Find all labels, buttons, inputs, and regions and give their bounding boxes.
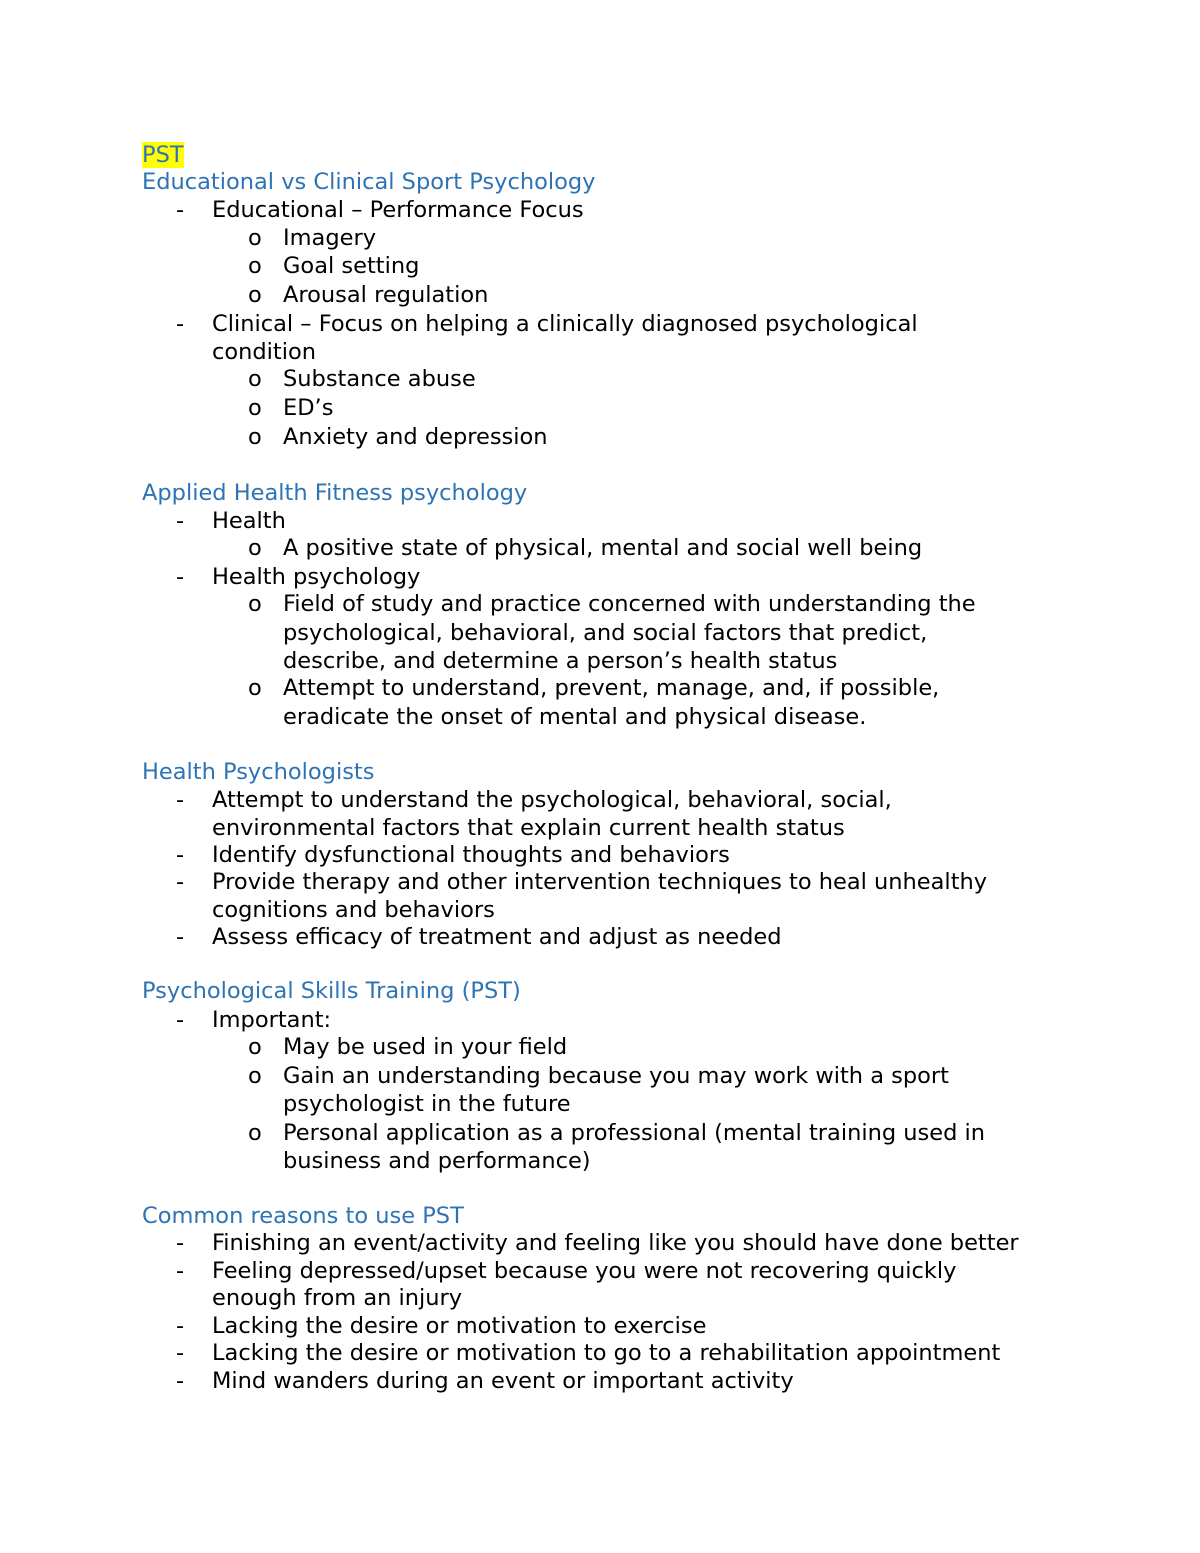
dash-bullet: - [176, 842, 185, 868]
section-heading: Health Psychologists [142, 759, 375, 785]
sub-item-text: business and performance) [283, 1148, 591, 1174]
sub-item-text: Field of study and practice concerned with understanding the [283, 591, 976, 617]
list-item-text: Health psychology [212, 564, 421, 590]
dash-bullet: - [176, 1368, 185, 1394]
circle-bullet: o [248, 675, 262, 701]
sub-item-text: Attempt to understand, prevent, manage, and, if possible, [283, 675, 940, 701]
circle-bullet: o [248, 1120, 262, 1146]
circle-bullet: o [248, 1063, 262, 1089]
list-item-text: enough from an injury [212, 1285, 463, 1311]
list-item-text: Assess efficacy of treatment and adjust as needed [212, 924, 782, 950]
dash-bullet: - [176, 1340, 185, 1366]
sub-item-text: Goal setting [283, 253, 420, 279]
dash-bullet: - [176, 1313, 185, 1339]
document-title [142, 141, 184, 169]
section-heading: Educational vs Clinical Sport Psychology [142, 169, 596, 195]
section-heading: Common reasons to use PST [142, 1203, 464, 1229]
list-item-text: cognitions and behaviors [212, 897, 495, 923]
sub-item-text: psychologist in the future [283, 1091, 571, 1117]
sub-item-text: eradicate the onset of mental and physical disease. [283, 704, 867, 730]
list-item-text: Health [212, 508, 286, 534]
list-item-text: Educational – Performance Focus [212, 197, 584, 223]
section-heading: Psychological Skills Training (PST) [142, 978, 521, 1004]
sub-item-text: Anxiety and depression [283, 424, 548, 450]
list-item-text: Mind wanders during an event or important activity [212, 1368, 794, 1394]
circle-bullet: o [248, 366, 262, 392]
dash-bullet: - [176, 1230, 185, 1256]
sub-item-text: psychological, behavioral, and social factors that predict, [283, 620, 928, 646]
document-title-text: PST [142, 142, 184, 168]
sub-item-text: May be used in your field [283, 1034, 568, 1060]
list-item-text: Identify dysfunctional thoughts and behaviors [212, 842, 730, 868]
circle-bullet: o [248, 253, 262, 279]
dash-bullet: - [176, 1258, 185, 1284]
section-heading: Applied Health Fitness psychology [142, 480, 528, 506]
list-item-text: condition [212, 339, 317, 365]
list-item-text: Provide therapy and other intervention techniques to heal unhealthy [212, 869, 988, 895]
dash-bullet: - [176, 197, 185, 223]
dash-bullet: - [176, 508, 185, 534]
sub-item-text: Imagery [283, 225, 377, 251]
dash-bullet: - [176, 564, 185, 590]
dash-bullet: - [176, 1007, 185, 1033]
list-item-text: Attempt to understand the psychological, behavioral, social, [212, 787, 892, 813]
sub-item-text: A positive state of physical, mental and social well being [283, 535, 923, 561]
list-item-text: Important: [212, 1007, 332, 1033]
circle-bullet: o [248, 225, 262, 251]
dash-bullet: - [176, 311, 185, 337]
circle-bullet: o [248, 1034, 262, 1060]
circle-bullet: o [248, 591, 262, 617]
sub-item-text: Substance abuse [283, 366, 476, 392]
list-item-text: environmental factors that explain current health status [212, 815, 845, 841]
sub-item-text: Gain an understanding because you may work with a sport [283, 1063, 950, 1089]
circle-bullet: o [248, 424, 262, 450]
list-item-text: Finishing an event/activity and feeling like you should have done better [212, 1230, 1019, 1256]
dash-bullet: - [176, 924, 185, 950]
circle-bullet: o [248, 395, 262, 421]
list-item-text: Clinical – Focus on helping a clinically diagnosed psychological [212, 311, 918, 337]
list-item-text: Lacking the desire or motivation to go to a rehabilitation appointment [212, 1340, 1001, 1366]
list-item-text: Lacking the desire or motivation to exercise [212, 1313, 707, 1339]
circle-bullet: o [248, 282, 262, 308]
list-item-text: Feeling depressed/upset because you were not recovering quickly [212, 1258, 957, 1284]
sub-item-text: Arousal regulation [283, 282, 489, 308]
circle-bullet: o [248, 535, 262, 561]
sub-item-text: ED’s [283, 395, 334, 421]
sub-item-text: Personal application as a professional (mental training used in [283, 1120, 986, 1146]
dash-bullet: - [176, 787, 185, 813]
sub-item-text: describe, and determine a person’s health status [283, 648, 838, 674]
dash-bullet: - [176, 869, 185, 895]
